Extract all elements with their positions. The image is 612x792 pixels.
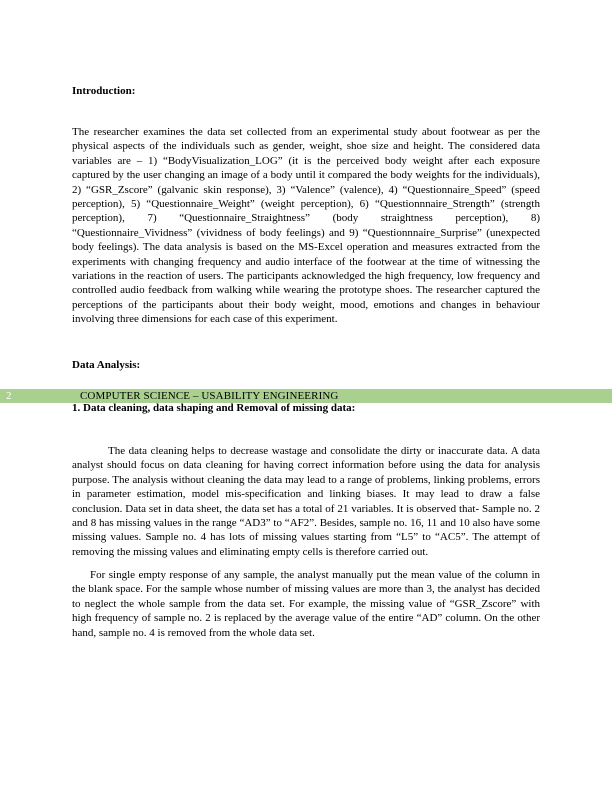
running-header-title: COMPUTER SCIENCE – USABILITY ENGINEERING (80, 390, 339, 402)
introduction-heading: Introduction: (72, 85, 136, 97)
section-1-heading: 1. Data cleaning, data shaping and Removal of missing data: (72, 402, 356, 414)
page-header-bar (0, 389, 612, 403)
section-1-paragraph-1: The data cleaning helps to decrease wastage and consolidate the dirty or inaccurate data. A data analyst should focus on data cleaning for having correct information before using the data for analysis purpose. The analysis without cleaning the data may lead to a range of problems, linking problems, errors in parameter estimation, model mis-specification and linking biases. It may lead to draw a false conclusion. Data set in data sheet, the data set has a total of 21 variables. It is observed that- Sample no. 2 and 8 has missing values in the range “AD3” to “AF2”. Besides, sample no. 16, 11 and 10 also have some missing values. Sample no. 4 has lots of missing values starting from “L5” to “AC5”. The attempt of removing the missing values and eliminating empty cells is therefore carried out. (72, 445, 540, 558)
section-1-paragraph-2: For single empty response of any sample, the analyst manually put the mean value of the column in the blank space. For the sample whose number of missing values are more than 3, the analyst has decided to neglect the whole sample from the data set. For example, the missing value of “GSR_Zscore” with high frequency of sample no. 2 is replaced by the average value of the entire “AD” column. On the other hand, sample no. 4 is removed from the whole data set. (72, 569, 540, 639)
data-analysis-heading: Data Analysis: (72, 359, 141, 371)
introduction-paragraph: The researcher examines the data set collected from an experimental study about footwear as per the physical aspects of the individuals such as gender, weight, shoe size and height. The considered data variables are – 1) “BodyVisualization_LOG” (it is the perceived body weight after each exposure captured by the user changing an image of a body until it compared the body weights for the individuals), 2) “GSR_Zscore” (galvanic skin response), 3) “Valence” (valence), 4) “Questionnaire_Speed” (speed perception), 5) “Questionnaire_Weight” (weight perception), 6) “Questionnnaire_Strength” (strength perception), 7) “Questionnaire_Straightness” (body straightness perception), 8) “Questionnaire_Vividness” (vividness of body feelings) and 9) “Questionnnaire_Surprise” (unexpected body feelings). The data analysis is based on the MS-Excel operation and measures extracted from the experiments with changing frequency and audio interface of the footwear at the time of witnessing the variations in the reaction of users. The participants acknowledged the high frequency, low frequency and controlled audio feedback from walking while wearing the prototype shoes. The researcher captured the perceptions of the participants about their body weight, mood, emotions and changes in behaviour involving three dimensions for each case of this experiment. (72, 126, 540, 326)
page-number: 2 (6, 390, 12, 402)
